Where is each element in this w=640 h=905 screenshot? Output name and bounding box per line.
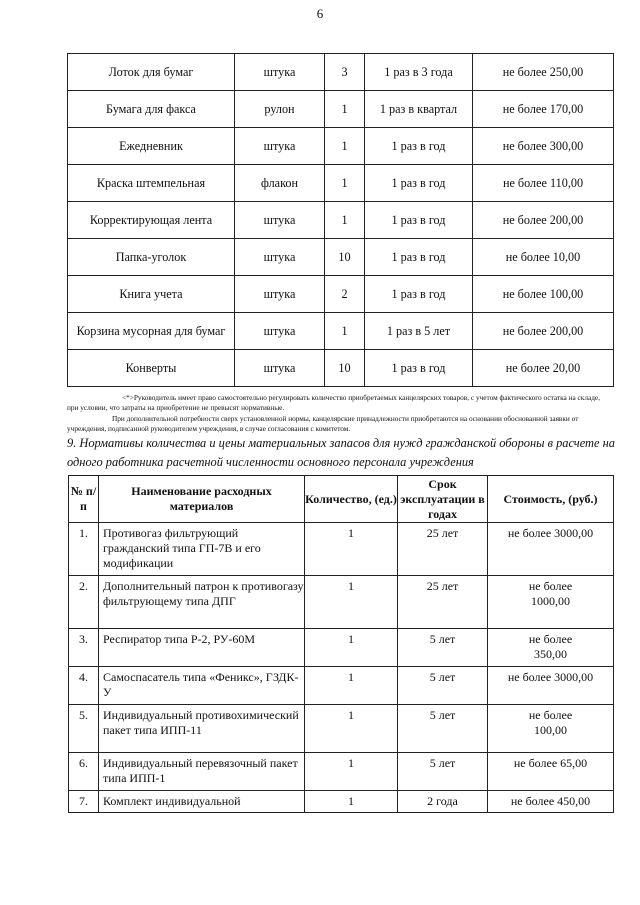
row-num: 2.	[69, 576, 99, 629]
row-cost: не более 350,00	[488, 629, 614, 667]
row-qty: 1	[305, 705, 398, 753]
item-period: 1 раз в 3 года	[365, 54, 473, 91]
item-cost: не более 300,00	[473, 128, 614, 165]
row-name: Дополнительный патрон к противогазу фильтрующему типа ДПГ	[99, 576, 305, 629]
row-term: 25 лет	[398, 576, 488, 629]
row-name: Противогаз фильтрующий гражданский типа ГП-7В и его модификации	[99, 523, 305, 576]
table-row	[69, 667, 614, 705]
item-unit: штука	[235, 239, 325, 276]
item-name: Папка-уголок	[68, 239, 235, 276]
item-unit: рулон	[235, 91, 325, 128]
item-qty: 10	[325, 350, 365, 387]
table-row	[68, 313, 614, 350]
item-qty: 1	[325, 202, 365, 239]
table-row	[69, 705, 614, 753]
table-row	[69, 523, 614, 576]
header-term: Срок эксплуатации в годах	[398, 476, 488, 523]
row-qty: 1	[305, 523, 398, 576]
item-unit: штука	[235, 350, 325, 387]
row-qty: 1	[305, 667, 398, 705]
row-cost: не более 450,00	[488, 791, 614, 813]
item-unit: флакон	[235, 165, 325, 202]
row-term: 2 года	[398, 791, 488, 813]
row-name: Комплект индивидуальной	[99, 791, 305, 813]
header-qty: Количество, (ед.)	[305, 476, 398, 523]
row-cost: не более 1000,00	[488, 576, 614, 629]
item-name: Корректирующая лента	[68, 202, 235, 239]
item-unit: штука	[235, 54, 325, 91]
item-period: 1 раз в квартал	[365, 91, 473, 128]
row-num: 4.	[69, 667, 99, 705]
row-cost: не более 3000,00	[488, 667, 614, 705]
table-row	[68, 202, 614, 239]
item-period: 1 раз в год	[365, 239, 473, 276]
row-name: Индивидуальный противохимический пакет типа ИПП-11	[99, 705, 305, 753]
row-num: 3.	[69, 629, 99, 667]
civil-defense-table	[68, 475, 614, 813]
row-term: 5 лет	[398, 667, 488, 705]
item-qty: 10	[325, 239, 365, 276]
row-name: Респиратор типа Р-2, РУ-60М	[99, 629, 305, 667]
table-row	[69, 576, 614, 629]
row-cost: не более 3000,00	[488, 523, 614, 576]
item-qty: 2	[325, 276, 365, 313]
item-unit: штука	[235, 128, 325, 165]
item-name: Конверты	[68, 350, 235, 387]
item-qty: 1	[325, 91, 365, 128]
row-qty: 1	[305, 576, 398, 629]
table-row	[68, 165, 614, 202]
row-cost: не более 65,00	[488, 753, 614, 791]
row-name: Самоспасатель типа «Феникс», ГЗДК-У	[99, 667, 305, 705]
table-row	[68, 54, 614, 91]
row-name: Индивидуальный перевязочный пакет типа ИПП-1	[99, 753, 305, 791]
item-name: Ежедневник	[68, 128, 235, 165]
item-period: 1 раз в год	[365, 276, 473, 313]
table-row	[69, 753, 614, 791]
table-header-row	[69, 476, 614, 523]
table-row	[68, 350, 614, 387]
item-name: Книга учета	[68, 276, 235, 313]
item-cost: не более 200,00	[473, 313, 614, 350]
row-num: 1.	[69, 523, 99, 576]
row-num: 7.	[69, 791, 99, 813]
row-term: 5 лет	[398, 705, 488, 753]
header-name: Наименование расходных материалов	[99, 476, 305, 523]
footnote-manager-right: <*>Руководитель имеет право самостоятельно регулировать количество приобретаемых канцелярских товаров, с учетом фактического остатка на складе, при условии, что затраты на приобретение не превысят нормативные.	[67, 393, 600, 412]
item-name: Лоток для бумаг	[68, 54, 235, 91]
row-qty: 1	[305, 791, 398, 813]
row-term: 25 лет	[398, 523, 488, 576]
item-qty: 3	[325, 54, 365, 91]
table-row	[68, 128, 614, 165]
item-cost: не более 170,00	[473, 91, 614, 128]
stationery-table	[67, 53, 614, 387]
item-unit: штука	[235, 202, 325, 239]
page-number: 6	[316, 6, 324, 21]
item-unit: штука	[235, 276, 325, 313]
item-cost: не более 20,00	[473, 350, 614, 387]
item-name: Бумага для факса	[68, 91, 235, 128]
item-qty: 1	[325, 313, 365, 350]
item-qty: 1	[325, 128, 365, 165]
row-term: 5 лет	[398, 629, 488, 667]
table-row	[69, 629, 614, 667]
table-row	[68, 239, 614, 276]
item-period: 1 раз в год	[365, 165, 473, 202]
item-name: Корзина мусорная для бумаг	[68, 313, 235, 350]
footnote-additional-need: При дополнительной потребности сверх установленной нормы, канцелярские принадлежности приобретаются на основании обоснованной заявки от учреждения, подписанной руководителем учреждения, в случае согласования с комитетом.	[67, 414, 579, 433]
row-cost: не более 100,00	[488, 705, 614, 753]
item-cost: не более 100,00	[473, 276, 614, 313]
row-qty: 1	[305, 629, 398, 667]
item-name: Краска штемпельная	[68, 165, 235, 202]
item-period: 1 раз в год	[365, 202, 473, 239]
item-period: 1 раз в 5 лет	[365, 313, 473, 350]
item-qty: 1	[325, 165, 365, 202]
table-row	[68, 276, 614, 313]
item-cost: не более 110,00	[473, 165, 614, 202]
item-period: 1 раз в год	[365, 128, 473, 165]
item-cost: не более 200,00	[473, 202, 614, 239]
table-row	[68, 91, 614, 128]
section-heading: 9. Нормативы количества и цены материальных запасов для нужд гражданской обороны в расчете на одного работника расчетной численности основного персонала учреждения	[67, 436, 615, 469]
row-num: 5.	[69, 705, 99, 753]
row-term: 5 лет	[398, 753, 488, 791]
row-num: 6.	[69, 753, 99, 791]
item-cost: не более 250,00	[473, 54, 614, 91]
header-num: № п/п	[69, 476, 99, 523]
item-cost: не более 10,00	[473, 239, 614, 276]
item-unit: штука	[235, 313, 325, 350]
item-period: 1 раз в год	[365, 350, 473, 387]
row-qty: 1	[305, 753, 398, 791]
header-cost: Стоимость, (руб.)	[488, 476, 614, 523]
table-row	[69, 791, 614, 813]
